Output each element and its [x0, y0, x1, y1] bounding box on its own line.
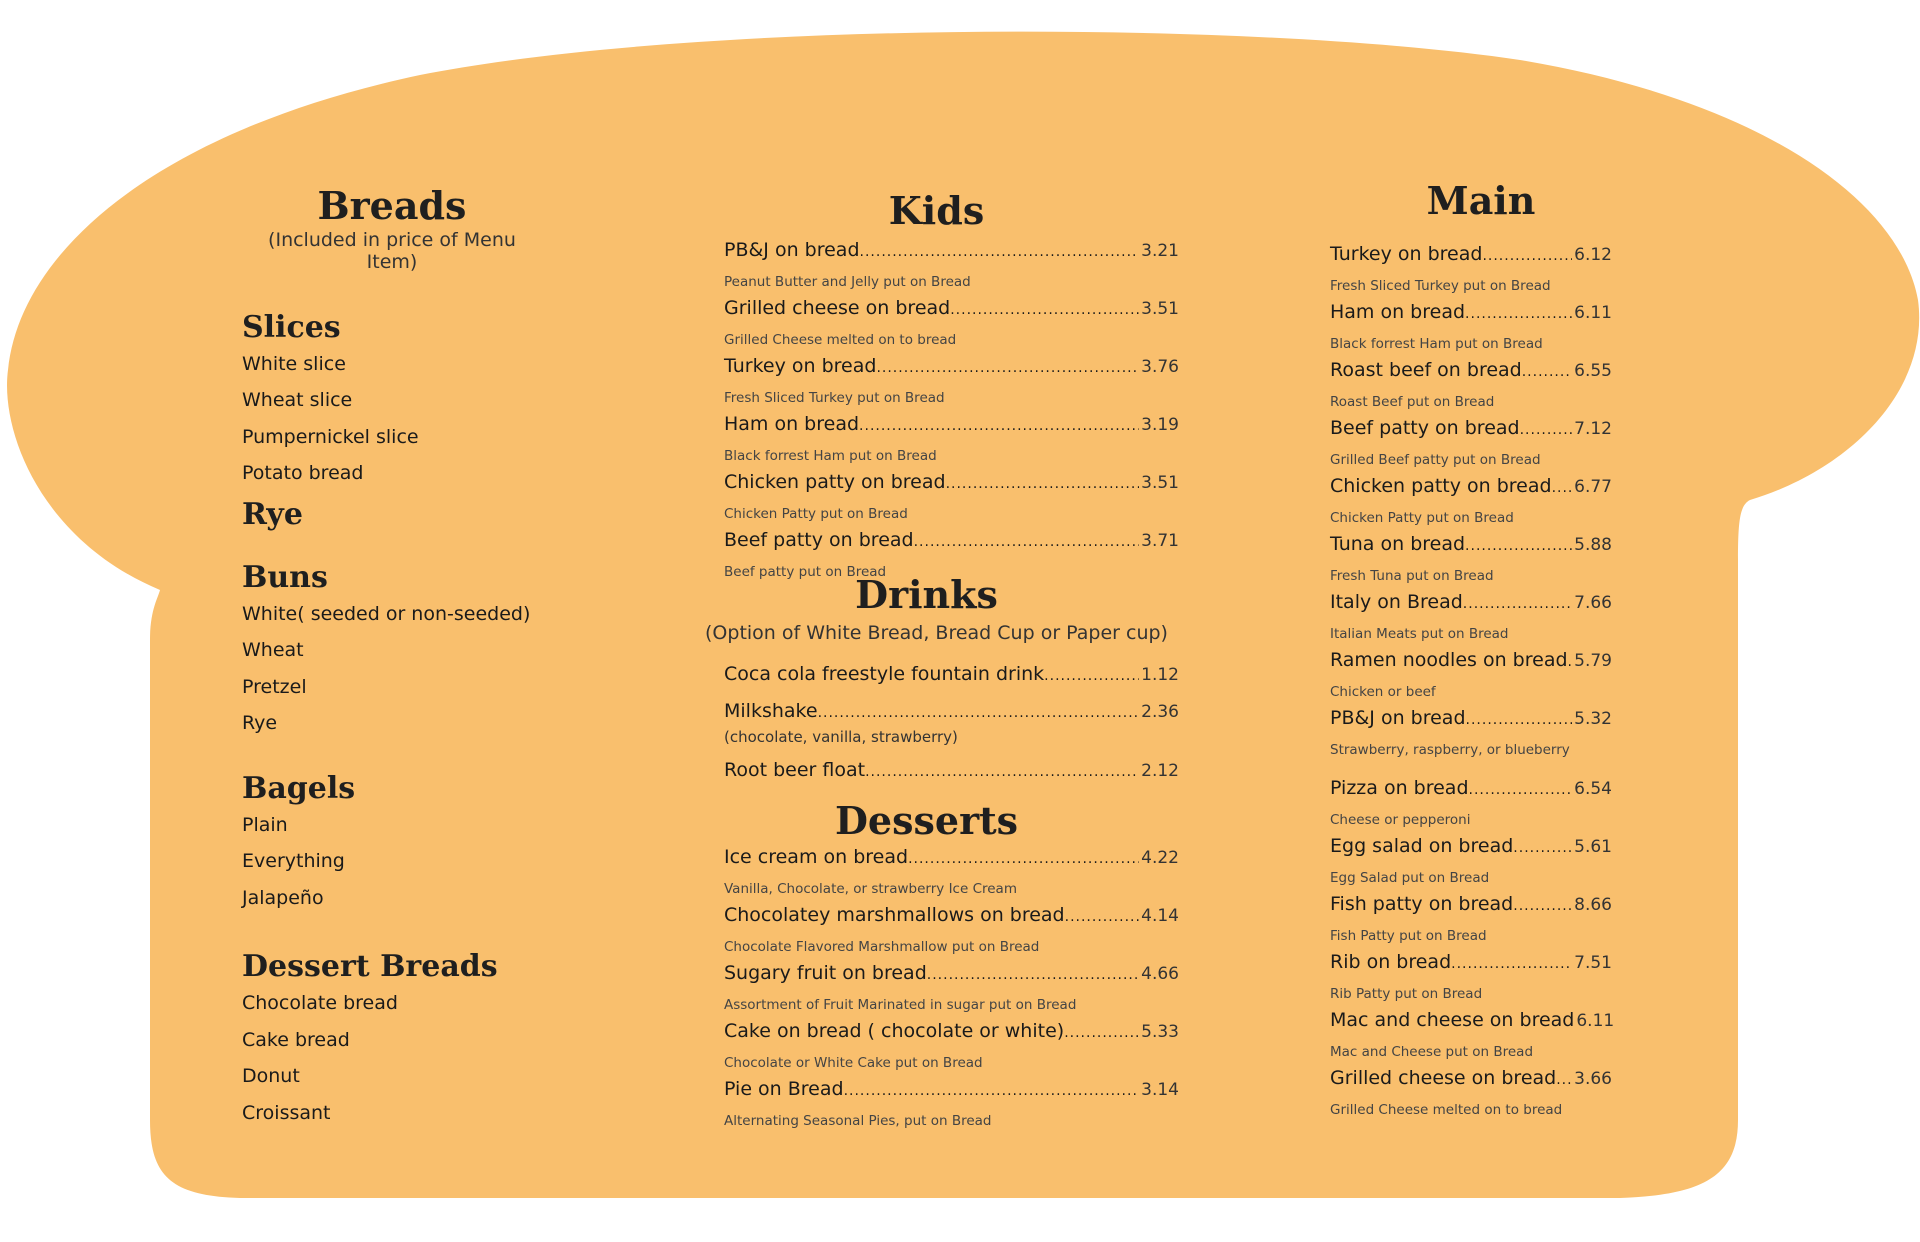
- bread-item: Cake bread: [242, 1028, 350, 1051]
- dot-leader: [859, 414, 1139, 438]
- menu-item-price: 7.12: [1574, 418, 1612, 439]
- menu-item: [724, 354, 1179, 412]
- menu-item-row: [724, 470, 1179, 496]
- menu-item-price: 7.51: [1574, 952, 1612, 973]
- menu-item-row: [1330, 834, 1612, 860]
- bread-item-list: [242, 596, 662, 742]
- breads-column: [242, 185, 662, 1131]
- menu-item-price: 5.32: [1574, 708, 1612, 729]
- menu-item-price: 5.79: [1574, 650, 1612, 671]
- menu-item-name: Chicken patty on bread: [1330, 474, 1552, 497]
- menu-item: [724, 903, 1179, 961]
- dot-leader: [1064, 1021, 1139, 1045]
- menu-item: [724, 1019, 1179, 1077]
- menu-item-name: Beef patty on bread: [1330, 416, 1520, 439]
- menu-item-description: Alternating Seasonal Pies, put on Bread: [724, 1113, 992, 1130]
- menu-item-price: 3.51: [1141, 298, 1179, 319]
- bread-category: [242, 772, 662, 917]
- menu-item-name: Ramen noodles on bread: [1330, 648, 1568, 671]
- dot-leader: [1044, 664, 1139, 688]
- dot-leader: [1522, 360, 1572, 384]
- menu-item-name: Coca cola freestyle fountain drink: [724, 662, 1045, 685]
- menu-item-description: Grilled Beef patty put on Bread: [1330, 451, 1541, 468]
- menu-item-description: Beef patty put on Bread: [724, 563, 887, 580]
- dot-leader: [1465, 302, 1572, 326]
- menu-item: [724, 845, 1179, 903]
- dot-leader: [927, 963, 1139, 987]
- menu-item-price: 6.11: [1574, 302, 1612, 323]
- bread-item: Plain: [242, 813, 288, 836]
- menu-item-name: Roast beef on bread: [1330, 358, 1522, 381]
- menu-item-row: [724, 961, 1179, 987]
- menu-item-price: 6.11: [1576, 1010, 1615, 1031]
- bread-category: [242, 498, 662, 531]
- menu-item-row: [724, 758, 1179, 784]
- menu-item-row: [1330, 300, 1612, 326]
- menu-item-price: 5.33: [1141, 1022, 1179, 1043]
- dot-leader: [950, 298, 1139, 322]
- menu-item-name: Chicken patty on bread: [724, 470, 946, 493]
- menu-item-price: 2.36: [1141, 701, 1179, 722]
- menu-item: [1330, 474, 1612, 532]
- dot-leader: [1556, 1068, 1572, 1092]
- menu-item-description: Italian Meats put on Bread: [1330, 625, 1509, 642]
- menu-item-price: 3.51: [1141, 472, 1179, 493]
- menu-item: [1330, 590, 1612, 648]
- menu-item-row: [1330, 590, 1612, 616]
- menu-item-name: Milkshake: [724, 699, 818, 722]
- menu-item: [724, 412, 1179, 470]
- menu-item-price: 2.12: [1141, 760, 1179, 781]
- dot-leader: [1552, 476, 1573, 500]
- dot-leader: [865, 760, 1139, 784]
- bread-item: Jalapeño: [242, 886, 324, 909]
- bread-item: White slice: [242, 352, 346, 375]
- bread-item: Everything: [242, 850, 345, 873]
- menu-item-price: 5.61: [1574, 836, 1612, 857]
- menu-item-name: Root beer float: [724, 758, 866, 781]
- menu-item-price: 6.77: [1574, 476, 1612, 497]
- menu-item-description: Fresh Tuna put on Bread: [1330, 567, 1494, 584]
- menu-item: [724, 470, 1179, 528]
- menu-item-description: Fish Patty put on Bread: [1330, 927, 1487, 944]
- menu-item-price: 4.14: [1141, 906, 1179, 927]
- menu-item-description: Rib Patty put on Bread: [1330, 985, 1483, 1002]
- menu-item-name: Tuna on bread: [1330, 532, 1466, 555]
- menu-item-description: Cheese or pepperoni: [1330, 811, 1471, 828]
- menu-item-price: 3.76: [1141, 356, 1179, 377]
- menu-item-description: Chocolate Flavored Marshmallow put on Bread: [724, 939, 1040, 956]
- menu-item: [724, 662, 1179, 699]
- menu-item-description: Peanut Butter and Jelly put on Bread: [724, 273, 971, 290]
- bread-category-title: Dessert Breads: [242, 949, 498, 985]
- dot-leader: [946, 472, 1140, 496]
- menu-item: [724, 296, 1179, 354]
- drinks-note: (Option of White Bread, Bread Cup or Paper cup): [705, 621, 1168, 644]
- menu-item: [1330, 950, 1612, 1008]
- menu-item: [1330, 1008, 1615, 1066]
- menu-item-description: Black forrest Ham put on Bread: [1330, 335, 1543, 352]
- menu-item-description: Chocolate or White Cake put on Bread: [724, 1055, 983, 1072]
- bread-item: Pretzel: [242, 675, 307, 698]
- menu-item-name: Ham on bread: [1330, 300, 1466, 323]
- menu-item-price: 8.66: [1574, 894, 1612, 915]
- menu-item: [724, 528, 1179, 580]
- main-column: [1330, 178, 1615, 1118]
- main-title: Main: [1426, 178, 1536, 223]
- menu-item-name: Italy on Bread: [1330, 590, 1463, 613]
- dot-leader: [818, 701, 1140, 725]
- menu-item: [1330, 892, 1612, 950]
- menu-item-description: Assortment of Fruit Marinated in sugar put on Bread: [724, 997, 1077, 1014]
- bread-category-title: Slices: [242, 309, 341, 345]
- breads-header: [242, 185, 542, 273]
- menu-item-name: Rib on bread: [1330, 950, 1452, 973]
- breads-title: Breads: [317, 183, 467, 228]
- menu-item: [1330, 300, 1612, 358]
- menu-item-name: Cake on bread ( chocolate or white): [724, 1020, 1065, 1043]
- desserts-list: [724, 845, 1179, 1130]
- drinks-list: [724, 662, 1179, 798]
- bread-item: Wheat slice: [242, 389, 353, 412]
- menu-item-row: [724, 354, 1179, 380]
- bread-item: White( seeded or non-seeded): [242, 602, 531, 625]
- menu-item-name: Turkey on bread: [1330, 242, 1483, 265]
- menu-item-row: [724, 528, 1179, 554]
- bread-item-list: [242, 807, 662, 917]
- menu-item-row: [1330, 706, 1612, 732]
- dot-leader: [844, 1079, 1140, 1103]
- menu-item-row: [1330, 776, 1612, 802]
- menu-item: [724, 961, 1179, 1019]
- menu-item-price: 4.22: [1141, 848, 1179, 869]
- menu-item-description: Grilled Cheese melted on to bread: [724, 331, 957, 348]
- menu-item-name: Ham on bread: [724, 412, 860, 435]
- bread-item: Rye: [242, 712, 278, 735]
- menu-item-name: Sugary fruit on bread: [724, 962, 927, 985]
- bread-category-title: Rye: [242, 496, 303, 532]
- menu-item-row: [1330, 1008, 1615, 1034]
- dot-leader: [1482, 244, 1572, 268]
- menu-item-description: Strawberry, raspberry, or blueberry: [1330, 741, 1570, 758]
- menu-item-price: 4.66: [1141, 964, 1179, 985]
- bread-item: Potato bread: [242, 462, 364, 485]
- drinks-title: Drinks: [855, 571, 998, 617]
- menu-item-description: (chocolate, vanilla, strawberry): [724, 727, 958, 746]
- menu-item: [724, 758, 1179, 798]
- menu-item-row: [724, 296, 1179, 322]
- menu-item-description: Fresh Sliced Turkey put on Bread: [1330, 277, 1551, 294]
- menu-item-price: 7.66: [1574, 592, 1612, 613]
- menu-item-row: [1330, 1066, 1612, 1092]
- menu-item-row: [1330, 474, 1612, 500]
- menu-item-name: Turkey on bread: [724, 354, 877, 377]
- dot-leader: [914, 530, 1140, 554]
- menu-item-name: Chocolatey marshmallows on bread: [724, 904, 1065, 927]
- dot-leader: [1469, 778, 1573, 802]
- bread-category-title: Bagels: [242, 770, 356, 806]
- menu-item: [1330, 648, 1612, 706]
- menu-item-price: 3.71: [1141, 530, 1179, 551]
- menu-item-row: [724, 662, 1179, 688]
- menu-item-price: 1.12: [1141, 664, 1179, 685]
- dot-leader: [1520, 418, 1573, 442]
- menu-item-row: [724, 845, 1179, 871]
- menu-item-description: Fresh Sliced Turkey put on Bread: [724, 389, 945, 406]
- menu-item: [724, 238, 1179, 296]
- menu-item: [1330, 776, 1612, 834]
- dot-leader: [1513, 894, 1572, 918]
- menu-item-name: Beef patty on bread: [724, 528, 914, 551]
- menu-item-name: Mac and cheese on bread: [1330, 1008, 1575, 1031]
- menu-item-description: Black forrest Ham put on Bread: [724, 447, 937, 464]
- desserts-title: Desserts: [834, 797, 1019, 843]
- dot-leader: [1463, 592, 1572, 616]
- dot-leader: [1465, 534, 1572, 558]
- dot-leader: [1466, 708, 1573, 732]
- bread-item-list: [242, 346, 662, 492]
- menu-item-name: Pizza on bread: [1330, 776, 1469, 799]
- menu-item-price: 3.14: [1141, 1080, 1179, 1101]
- menu-item-description: Chicken or beef: [1330, 683, 1436, 700]
- menu-item: [1330, 834, 1612, 892]
- bread-item: Croissant: [242, 1101, 331, 1124]
- menu-item-row: [1330, 892, 1612, 918]
- menu-item: [1330, 358, 1612, 416]
- menu-item-price: 5.88: [1574, 534, 1612, 555]
- menu-item-row: [724, 238, 1179, 264]
- menu-item-price: 3.21: [1141, 240, 1179, 261]
- desserts-section: [724, 797, 1179, 1130]
- bread-item-list: [242, 985, 662, 1131]
- menu-item: [1330, 416, 1612, 474]
- menu-item-price: 6.54: [1574, 778, 1612, 799]
- menu-item-description: Chicken Patty put on Bread: [724, 505, 908, 522]
- menu-item-row: [1330, 532, 1612, 558]
- dot-leader: [1065, 905, 1140, 929]
- kids-list: [724, 238, 1179, 580]
- bread-category-title: Buns: [242, 559, 328, 595]
- bread-item: Chocolate bread: [242, 992, 398, 1015]
- main-list: [1330, 242, 1615, 1118]
- menu-item-name: Fish patty on bread: [1330, 892, 1514, 915]
- menu-item-row: [724, 412, 1179, 438]
- bread-item: Pumpernickel slice: [242, 425, 419, 448]
- menu-item-row: [1330, 358, 1612, 384]
- menu-item-row: [724, 1077, 1179, 1103]
- menu-item-description: Chicken Patty put on Bread: [1330, 509, 1514, 526]
- menu-item-name: Ice cream on bread: [724, 846, 909, 869]
- breads-note: (Included in price of Menu Item): [268, 228, 516, 273]
- dot-leader: [860, 240, 1140, 264]
- bread-category: [242, 561, 662, 742]
- kids-title: Kids: [888, 188, 985, 233]
- bread-category: [242, 311, 662, 492]
- menu-item-description: Roast Beef put on Bread: [1330, 393, 1495, 410]
- menu-item-name: Grilled cheese on bread: [1330, 1066, 1557, 1089]
- menu-item-name: Egg salad on bread: [1330, 834, 1514, 857]
- dot-leader: [1451, 952, 1572, 976]
- menu-item: [1330, 532, 1612, 590]
- menu-item: [724, 1077, 1179, 1130]
- menu-item: [1330, 242, 1612, 300]
- menu-item-name: Pie on Bread: [724, 1078, 844, 1101]
- menu-item-name: PB&J on bread: [724, 238, 860, 261]
- menu-item-row: [1330, 242, 1612, 268]
- menu-item-description: Vanilla, Chocolate, or strawberry Ice Cream: [724, 881, 1017, 898]
- bread-item: Donut: [242, 1065, 300, 1088]
- menu-item-row: [1330, 950, 1612, 976]
- menu-item-row: [1330, 648, 1612, 674]
- menu-item-row: [724, 699, 1179, 725]
- menu-item-price: 3.19: [1141, 414, 1179, 435]
- menu-item-row: [1330, 416, 1612, 442]
- dot-leader: [876, 356, 1139, 380]
- menu-item-description: Mac and Cheese put on Bread: [1330, 1043, 1534, 1060]
- menu-item: [1330, 706, 1612, 776]
- menu-item-price: 6.12: [1574, 244, 1612, 265]
- menu-item-name: Grilled cheese on bread: [724, 296, 951, 319]
- bread-category: [242, 950, 662, 1131]
- menu-item-row: [724, 903, 1179, 929]
- kids-column: [705, 188, 1179, 1130]
- bread-item: Wheat: [242, 639, 304, 662]
- menu-item-description: Egg Salad put on Bread: [1330, 869, 1490, 886]
- menu-item-price: 6.55: [1574, 360, 1612, 381]
- menu-item-price: 3.66: [1574, 1068, 1612, 1089]
- menu-item: [1330, 1066, 1612, 1118]
- dot-leader: [908, 847, 1139, 871]
- menu-item: [724, 699, 1179, 758]
- menu-item-row: [724, 1019, 1179, 1045]
- dot-leader: [1513, 836, 1572, 860]
- menu-item-name: PB&J on bread: [1330, 706, 1466, 729]
- bread-categories: [242, 311, 662, 1132]
- menu-item-description: Grilled Cheese melted on to bread: [1330, 1101, 1563, 1118]
